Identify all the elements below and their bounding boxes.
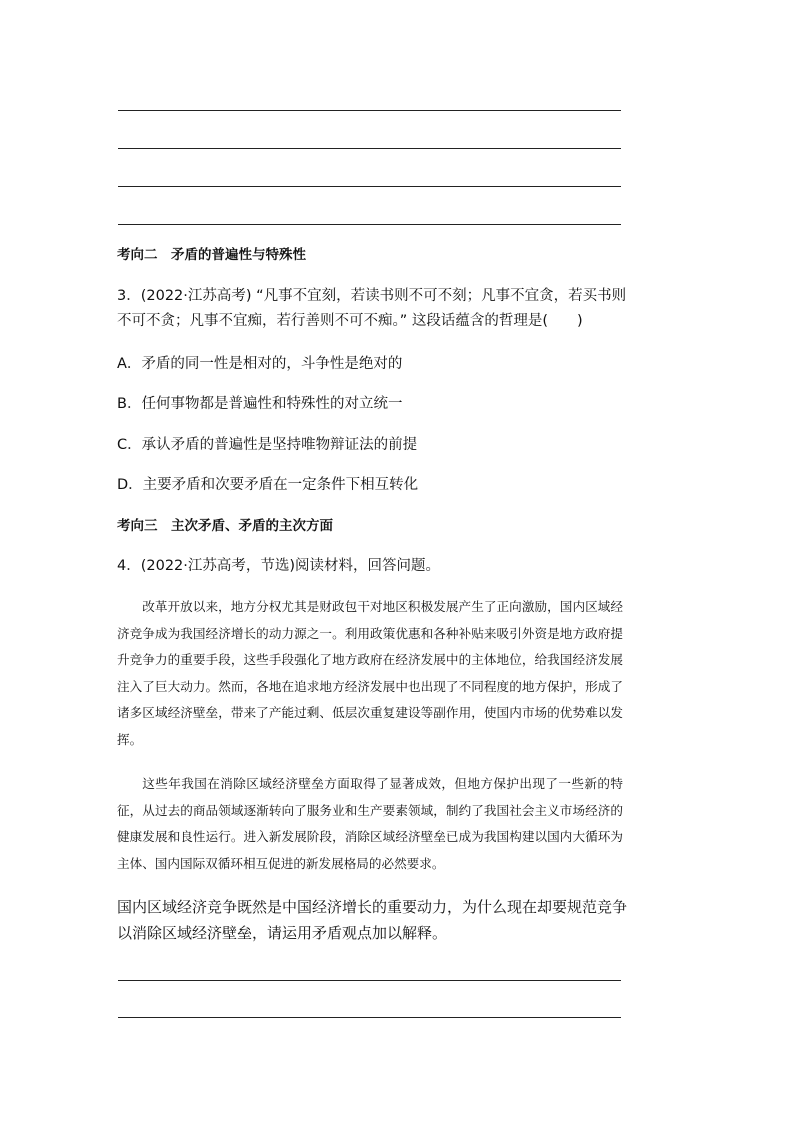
material-paragraph-1: 改革开放以来，地方分权尤其是财政包干对地区积极发展产生了正向激励，国内区域经济竞争成为我国经济增长的动力源之一。利用政策优惠和各种补贴来吸引外资是地方政府提升竞争力的重要手段，这些手段强化了地方政府在经济发展中的主体地位，给我国经济发展注入了巨大动力。然而，各地在追求地方经济发展中也出现了不同程度的地方保护，形成了诸多区域经济壁垒，带来了产能过剩、低层次重复建设等副作用，使国内市场的优势难以发挥。 <box>117 599 623 747</box>
section-heading-3: 考向三 主次矛盾、矛盾的主次方面 <box>117 518 333 534</box>
answer-line <box>118 224 621 225</box>
answer-line <box>118 148 621 149</box>
question-4-stem: 4．(2022·江苏高考，节选)阅读材料，回答问题。 <box>117 558 441 574</box>
answer-line <box>118 110 621 111</box>
question-3-stem: 3．(2022·江苏高考) “凡事不宜刻，若读书则不可不刻；凡事不宜贪，若买书则不可不贪；凡事不宜痴，若行善则不可不痴。” 这段话蕴含的哲理是( ) <box>117 288 627 329</box>
answer-line <box>118 980 621 981</box>
section-heading-2: 考向二 矛盾的普遍性与特殊性 <box>117 247 306 263</box>
answer-line <box>118 1017 621 1018</box>
question-3-option-a: A．矛盾的同一性是相对的，斗争性是绝对的 <box>117 356 403 372</box>
question-4-prompt: 国内区域经济竞争既然是中国经济增长的重要动力，为什么现在却要规范竞争以消除区域经济壁垒，请运用矛盾观点加以解释。 <box>117 898 628 942</box>
question-3-option-b: B．任何事物都是普遍性和特殊性的对立统一 <box>117 396 403 412</box>
question-3-option-d: D．主要矛盾和次要矛盾在一定条件下相互转化 <box>117 477 419 493</box>
answer-line <box>118 186 621 187</box>
material-paragraph-2: 这些年我国在消除区域经济壁垒方面取得了显著成效，但地方保护出现了一些新的特征，从过去的商品领域逐渐转向了服务业和生产要素领域，制约了我国社会主义市场经济的健康发展和良性运行。进入新发展阶段，消除区域经济壁垒已成为我国构建以国内大循环为主体、国内国际双循环相互促进的新发展格局的必然要求。 <box>117 776 623 871</box>
question-3-option-c: C．承认矛盾的普遍性是坚持唯物辩证法的前提 <box>117 437 418 453</box>
